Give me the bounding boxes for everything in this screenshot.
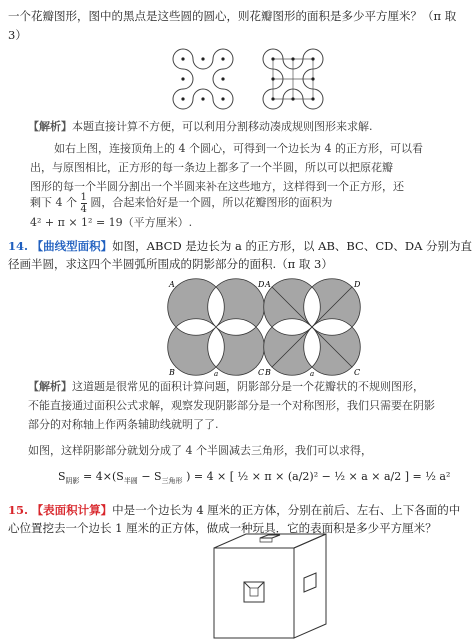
clover-figure-right (262, 277, 362, 377)
analysis1-lead-line (28, 118, 373, 136)
formula-mid: = 4×(S (83, 470, 124, 483)
analysis2-p1: 这道题是很常见的面积计算问题，阴影部分是一个花瓣状的不规则图形， (72, 380, 424, 393)
q14-line1 (8, 238, 472, 255)
q15-line1 (8, 502, 460, 519)
label-B: B (265, 368, 271, 377)
analysis1-p4 (30, 190, 332, 216)
label-D: D (258, 280, 265, 289)
q15-text1: 中是一个边长为 4 厘米的正方体，分别在前后、左右、上下各面的中 (112, 503, 461, 517)
q13-text-line2: 3） (8, 28, 27, 42)
formula-sub-semicircle: 半圆 (123, 477, 138, 486)
analysis1-p3: 图形的每一个半圆分割出一个半圆来补在这些地方，这样得到一个正方形，还 (30, 180, 404, 193)
q13-text-line1: 一个花瓣图形，图中的黑点是这些圆的圆心，则花瓣图形的面积是多少平方厘米？（π 取 (8, 9, 457, 23)
analysis-tag: 【解析】 (28, 120, 72, 133)
label-D: D (354, 280, 361, 289)
q14-category: 【曲线型面积】 (31, 239, 113, 253)
clover-figure-left (166, 277, 266, 377)
q14-text1: 如图，ABCD 是边长为 a 的正方形，以 AB、BC、CD、DA 分别为直 (112, 239, 472, 253)
label-C: C (258, 368, 265, 377)
petal-figure-left (168, 44, 238, 114)
analysis1-p4b: 圆，合起来恰好是一个圆，所以花瓣图形的面积为 (90, 196, 333, 209)
label-A: A (265, 280, 271, 289)
analysis1-p2: 出，与原图相比，正方形的每一条边上都多了一个半圆，所以可以把原花瓣 (30, 161, 393, 174)
cube-figure (200, 530, 340, 640)
petal-figure-right (258, 44, 328, 114)
fraction-denominator: 4 (80, 203, 87, 215)
analysis2-p4: 如图，这样阴影部分就划分成了 4 个半圆减去三角形，我们可以求得， (28, 444, 372, 457)
analysis1-formula: 4² + π × 1² = 19（平方厘米）. (30, 216, 193, 229)
q15-number: 15. (8, 503, 29, 517)
q15-category: 【表面积计算】 (31, 503, 113, 517)
analysis1-lead: 本题直接计算不方便，可以利用分割移动凑成规则图形来求解. (72, 120, 373, 133)
watermark (376, 617, 464, 634)
label-C: C (354, 368, 361, 377)
analysis2-p2: 不能直接通过面积公式求解，观察发现阴影部分是一个对称图形，我们只需要在阴影 (28, 399, 435, 412)
label-A: A (169, 280, 175, 289)
label-B: B (169, 368, 175, 377)
analysis-tag: 【解析】 (28, 380, 72, 393)
q15-text2: 心位置挖去一个边长 1 厘米的正方体，做成一种玩具．它的表面积是多少平方厘米？ (8, 521, 437, 535)
formula-s: S (58, 470, 66, 483)
formula-sub-shade: 阴影 (65, 477, 80, 486)
watermark-text: 头条 @数学频道 (376, 619, 464, 633)
fraction-numerator: 1 (80, 191, 87, 203)
formula-rhs: ) = 4 × [ ½ × π × (a/2)² − ½ × a × a/2 ] = ½ a² (186, 470, 451, 483)
q14-number: 14. (8, 239, 29, 253)
analysis2-line1 (28, 378, 424, 396)
analysis2-p3: 部分的对称轴上作两条辅助线就明了了. (28, 418, 219, 431)
label-side-a: a (310, 370, 315, 378)
fraction-quarter (81, 192, 87, 215)
label-side-a: a (214, 370, 219, 378)
area-formula (58, 470, 450, 486)
formula-minus: − S (141, 470, 162, 483)
formula-sub-triangle: 三角形 (161, 477, 183, 486)
analysis1-p1: 如右上图，连接顶角上的 4 个圆心，可得到一个边长为 4 的正方形，可以看 (54, 142, 423, 155)
analysis1-p4a: 剩下 4 个 (30, 196, 77, 209)
q14-text2: 径画半圆，求这四个半圆弧所围成的阴影部分的面积.（π 取 3） (8, 257, 333, 271)
